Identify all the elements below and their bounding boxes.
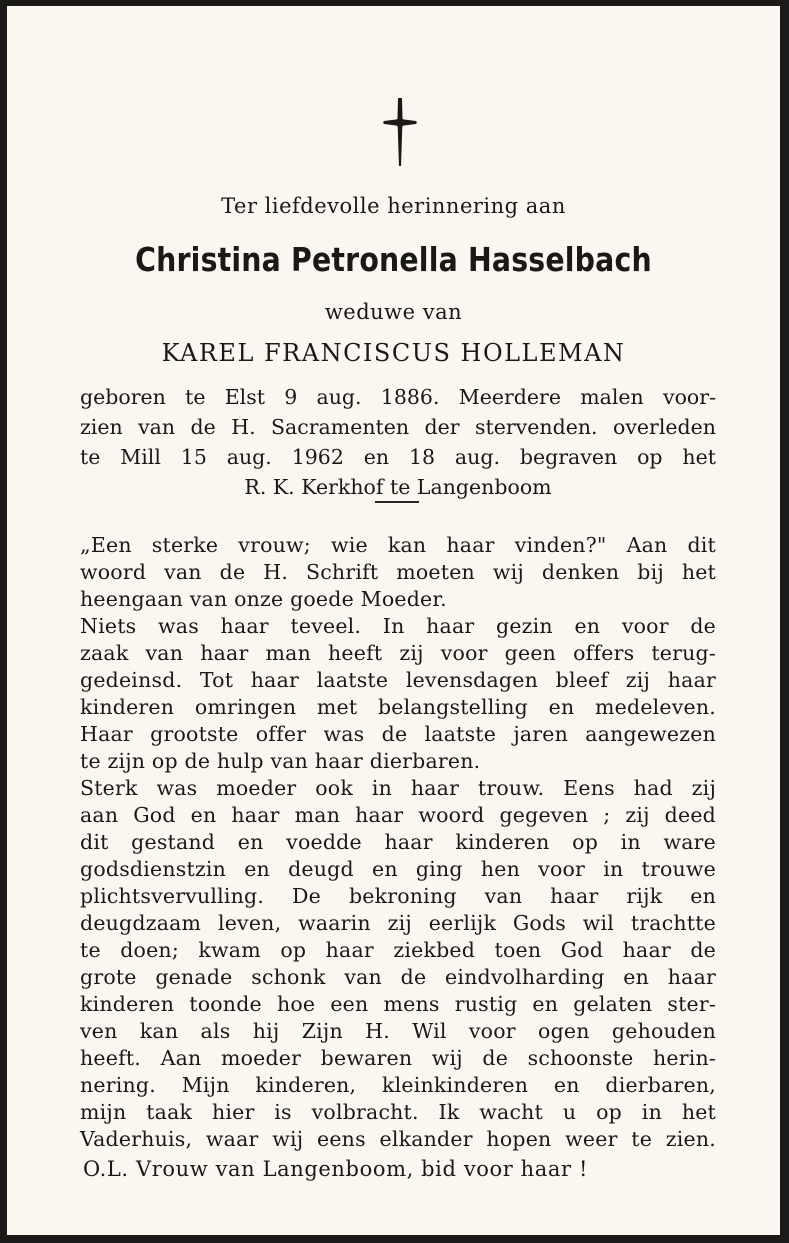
tribute-line: Vaderhuis, waar wij eens elkander hopen weer te zien. [80, 1127, 716, 1151]
tribute-line: aan God en haar man haar woord gegeven ; zij deed [80, 803, 716, 827]
cross-icon [380, 96, 420, 168]
biography [80, 382, 716, 502]
tribute-line: zaak van haar man heeft zij voor geen offers terug- [80, 641, 716, 665]
tribute-line: te zijn op de hulp van haar dierbaren. [80, 749, 481, 773]
tribute-line: te doen; kwam op haar ziekbed toen God haar de [80, 938, 716, 962]
tribute-line: kinderen omringen met belangstelling en medeleven. [80, 695, 716, 719]
tribute-line: woord van de H. Schrift moeten wij denken bij het [80, 560, 716, 584]
tribute-line: Niets was haar teveel. In haar gezin en voor de [80, 614, 716, 638]
tribute-line: heeft. Aan moeder bewaren wij de schoonste herin- [80, 1046, 716, 1070]
tribute-line: dit gestand en voedde haar kinderen op in ware [80, 830, 716, 854]
biography-line: zien van de H. Sacramenten der stervenden. overleden [80, 415, 716, 439]
biography-line: geboren te Elst 9 aug. 1886. Meerdere malen voor- [80, 385, 716, 409]
tribute-line: plichtsvervulling. De bekroning van haar rijk en [80, 884, 716, 908]
tribute-line: Haar grootste offer was de laatste jaren aangewezen [80, 722, 716, 746]
tribute-line: nering. Mijn kinderen, kleinkinderen en dierbaren, [80, 1073, 716, 1097]
card-paper [7, 6, 780, 1235]
biography-line: te Mill 15 aug. 1962 en 18 aug. begraven op het [80, 445, 716, 469]
tribute-line: Sterk was moeder ook in haar trouw. Eens had zij [80, 776, 716, 800]
tribute-line: deugdzaam leven, waarin zij eerlijk Gods wil trachtte [80, 911, 716, 935]
deceased-name: Christina Petronella Hasselbach [135, 240, 652, 279]
tribute-line: godsdienstzin en deugd en ging hen voor in trouwe [80, 857, 716, 881]
closing-prayer: O.L. Vrouw van Langenboom, bid voor haar ! [83, 1157, 589, 1181]
widow-of-line: weduwe van [324, 300, 463, 324]
tribute-line: kinderen toonde hoe een mens rustig en gelaten ster- [80, 992, 716, 1016]
husband-name: KAREL FRANCISCUS HOLLEMAN [161, 339, 626, 367]
tribute-line: grote genade schonk van de eindvolharding en haar [80, 965, 716, 989]
tribute-line: „Een sterke vrouw; wie kan haar vinden?" Aan dit [80, 533, 716, 557]
tribute-line: gedeinsd. Tot haar laatste levensdagen bleef zij haar [80, 668, 716, 692]
tribute-line: mijn taak hier is volbracht. Ik wacht u op in het [80, 1100, 716, 1124]
tribute-line: ven kan als hij Zijn H. Wil voor ogen gehouden [80, 1019, 716, 1043]
divider [375, 501, 419, 503]
biography-line: R. K. Kerkhof te Langenboom [244, 475, 552, 499]
tribute-line: heengaan van onze goede Moeder. [80, 587, 447, 611]
intro-line: Ter liefdevolle herinnering aan [221, 194, 566, 218]
tribute-text [80, 532, 716, 1153]
